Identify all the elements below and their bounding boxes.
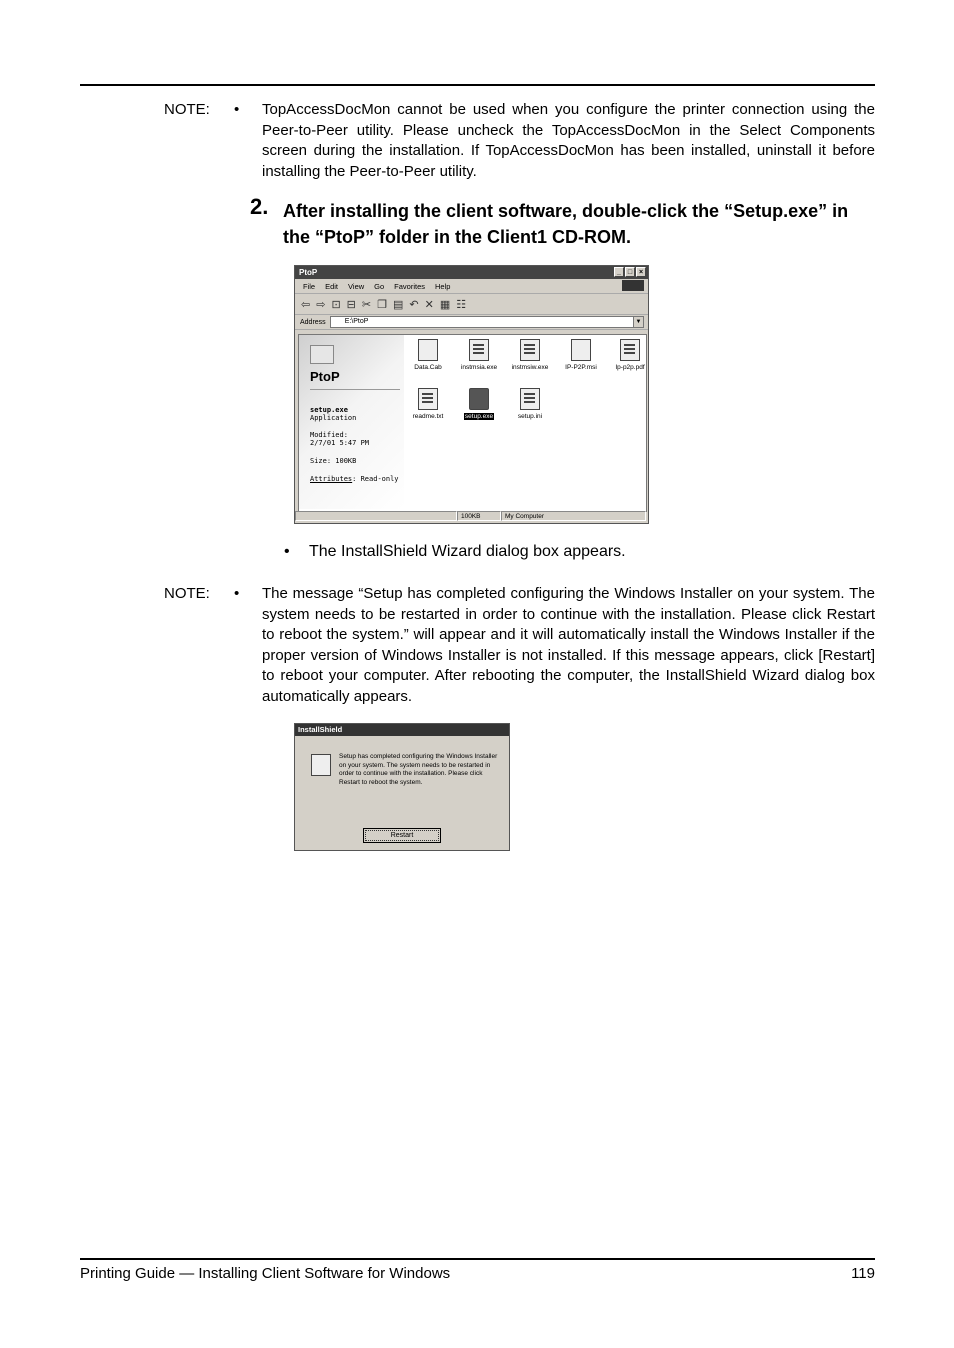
copy-icon[interactable]: ❐ (377, 298, 387, 311)
address-value: E:\PtoP (344, 318, 369, 325)
note-label: NOTE: (164, 101, 210, 118)
paste-icon[interactable]: ▤ (392, 298, 404, 311)
menu-help[interactable]: Help (435, 281, 451, 291)
explorer-titlebar (295, 266, 648, 279)
text-document-icon (418, 388, 438, 410)
top-rule (80, 84, 875, 86)
status-size: 100KB (457, 511, 501, 521)
dialog-message: Setup has completed configuring the Windows Installer on your system. The system needs to be restarted in order to continue with the installation. Please click Restart to reboot the system. (339, 753, 498, 786)
file-item-selected[interactable] (454, 388, 504, 420)
folder-icon (310, 345, 334, 364)
menu-favorites[interactable]: Favorites (394, 281, 426, 291)
file-item[interactable] (403, 339, 453, 371)
address-label: Address (300, 318, 326, 326)
views-icon[interactable]: ☷ (456, 298, 467, 311)
file-item[interactable] (605, 339, 649, 371)
windows-logo-icon (622, 280, 644, 291)
installshield-dialog-screenshot (294, 723, 510, 851)
modified-value: 2/7/01 5:47 PM (310, 439, 370, 447)
note-text: TopAccessDocMon cannot be used when you configure the printer connection using the Peer-to-Peer utility. Please uncheck the TopAccessDocMon in the Select Components screen during the installation. If TopAccessDocMon has been installed, uninstall it before installing the Peer-to-Peer utility. (262, 101, 875, 180)
file-label: setup.ini (517, 413, 543, 420)
file-label: IP-P2P.msi (565, 364, 597, 371)
note-text: The message “Setup has completed configuring the Windows Installer on your system. The system needs to be restarted in order to continue with the installation. Please click Restart to reboot the system.” will appear and it will automatically install the Windows Installer if the proper version of Windows Installer is not installed. If this message appears, click [Restart] to reboot your computer. After rebooting the computer, the InstallShield Wizard dialog box automatically appears. (262, 585, 875, 705)
folder-name: PtoP (310, 369, 340, 384)
file-label: Data.Cab (414, 364, 442, 371)
sub-bullet-text: The InstallShield Wizard dialog box appears. (309, 543, 626, 560)
status-object (295, 511, 457, 521)
sub-bullet: • (284, 543, 290, 560)
folder-view (298, 334, 647, 512)
restart-button[interactable]: Restart (363, 828, 441, 843)
file-label: readme.txt (412, 413, 444, 420)
note-bullet: • (234, 101, 240, 118)
attributes-value: : Read-only (352, 475, 399, 483)
back-icon[interactable]: ⇦ (301, 298, 311, 311)
status-location: My Computer (501, 511, 646, 521)
explorer-window-screenshot (294, 265, 649, 524)
msi-package-icon (571, 339, 591, 361)
bottom-rule (80, 1258, 875, 1260)
properties-icon[interactable]: ▦ (439, 298, 451, 311)
web-view-pane (299, 335, 404, 509)
address-input[interactable] (330, 316, 644, 328)
close-button[interactable]: × (636, 267, 646, 277)
setup-icon (311, 754, 331, 776)
step-number: 2. (250, 194, 269, 219)
file-item[interactable] (505, 339, 555, 371)
attributes-info (310, 475, 399, 483)
modified-label: Modified: (310, 431, 348, 439)
setup-computer-icon (469, 388, 489, 410)
explorer-title: PtoP (299, 268, 318, 277)
file-label: setup.exe (464, 413, 494, 420)
pane-divider (310, 389, 400, 390)
page-number: 119 (851, 1265, 875, 1282)
pdf-document-icon (620, 339, 640, 361)
step-instruction: After installing the client software, double-click the “Setup.exe” in the “PtoP” folder in the Client1 CD-ROM. (283, 201, 849, 247)
file-label: instmsia.exe (460, 364, 498, 371)
menu-bar (295, 279, 648, 294)
status-bar (295, 511, 648, 523)
file-item[interactable] (454, 339, 504, 371)
maximize-button[interactable]: □ (625, 267, 635, 277)
settings-document-icon (520, 388, 540, 410)
cut-icon[interactable]: ✂ (361, 298, 372, 311)
menu-edit[interactable]: Edit (325, 281, 339, 291)
menu-view[interactable]: View (348, 281, 365, 291)
menu-go[interactable]: Go (374, 281, 385, 291)
note-label: NOTE: (164, 585, 210, 602)
installer-icon (469, 339, 489, 361)
chevron-down-icon[interactable]: ▼ (633, 317, 643, 327)
size-info: Size: 100KB (310, 457, 357, 465)
note-bullet: • (234, 585, 240, 602)
cabinet-icon (418, 339, 438, 361)
dialog-title: InstallShield (295, 724, 509, 736)
file-label: instmsiw.exe (511, 364, 549, 371)
selected-file-name: setup.exe (310, 406, 348, 414)
forward-icon[interactable]: ⇨ (316, 298, 326, 311)
file-label: Ip-p2p.pdf (615, 364, 645, 371)
menu-file[interactable]: File (303, 281, 316, 291)
undo-icon[interactable]: ↶ (409, 298, 419, 311)
installer-icon (520, 339, 540, 361)
file-item[interactable] (556, 339, 606, 371)
file-item[interactable] (403, 388, 453, 420)
up-folder-icon[interactable]: ⊡ (331, 298, 341, 311)
delete-icon[interactable]: ✕ (424, 298, 434, 311)
selected-file-type: Application (310, 414, 357, 422)
minimize-button[interactable]: _ (614, 267, 624, 277)
attributes-label[interactable]: Attributes (310, 475, 353, 483)
address-bar (295, 315, 648, 330)
file-item[interactable] (505, 388, 555, 420)
footer-title: Printing Guide — Installing Client Software for Windows (80, 1265, 451, 1282)
toolbar (295, 294, 648, 315)
map-drive-icon[interactable]: ⊟ (346, 298, 356, 311)
